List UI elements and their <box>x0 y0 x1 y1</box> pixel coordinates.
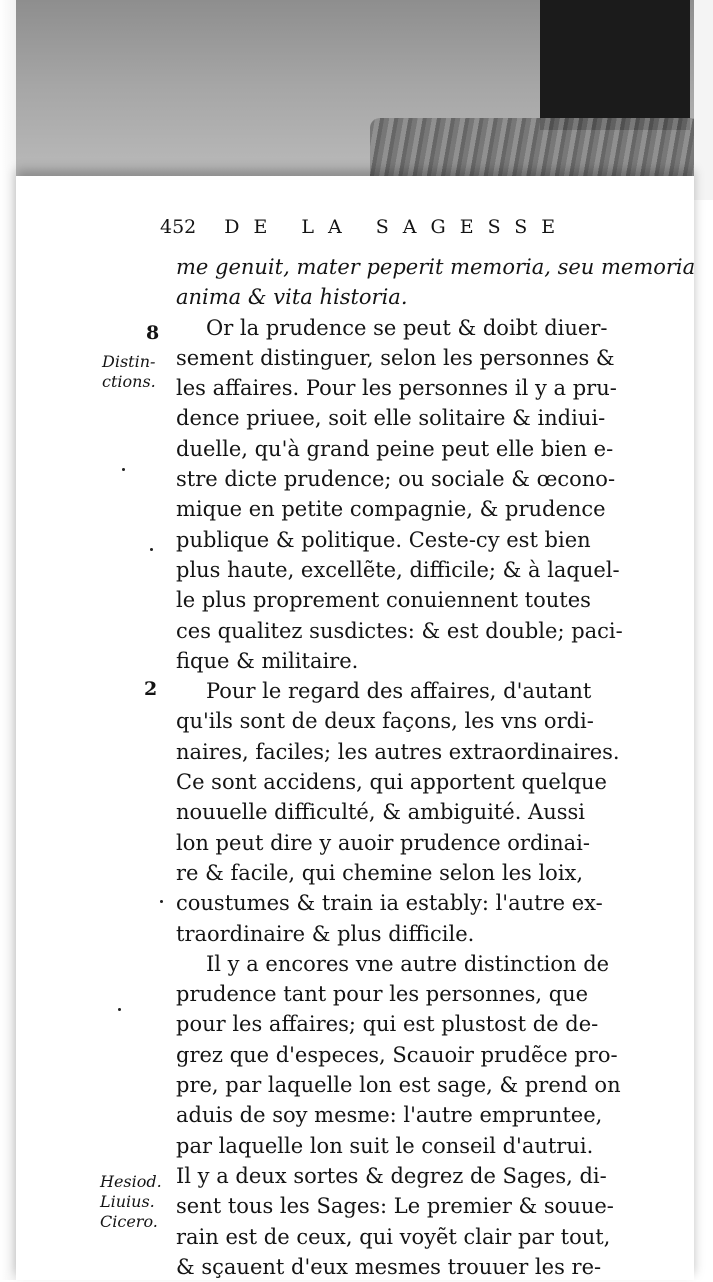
text-line: grez que d'especes, Scauoir prudẽce pro- <box>176 1042 618 1067</box>
scan-right-edge <box>694 0 713 200</box>
text-line: par laquelle lon suit le conseil d'autrui. <box>176 1133 594 1158</box>
margin-note-line: Distin- <box>102 352 156 371</box>
margin-note-line: ctions. <box>102 372 156 391</box>
text-line: Ce sont accidens, qui apportent quelque <box>176 770 607 795</box>
page-number: 452 <box>160 216 197 238</box>
text-line: sement distinguer, selon les personnes & <box>176 345 615 370</box>
page-body-text <box>176 252 696 1282</box>
running-head <box>160 216 660 238</box>
text-line: Il y a encores vne autre distinction de <box>206 951 610 976</box>
text-line: Il y a deux sortes & degrez de Sages, di- <box>176 1163 607 1188</box>
text-line: pour les affaires; qui est plustost de de- <box>176 1012 599 1037</box>
text-line: coustumes & train ia estably: l'autre ex- <box>176 891 603 916</box>
text-line: ces qualitez susdictes: & est double; paci- <box>176 618 623 643</box>
text-line: aduis de soy mesme: l'autre empruntee, <box>176 1103 603 1128</box>
text-line: plus haute, excellẽte, difficile; & à laquel- <box>176 557 620 582</box>
text-line: fique & militaire. <box>176 648 359 673</box>
text-line: Or la prudence se peut & doibt diuer- <box>206 315 608 340</box>
margin-note-line: Cicero. <box>100 1212 158 1231</box>
text-line: qu'ils sont de deux façons, les vns ordi- <box>176 709 594 734</box>
text-line: re & facile, qui chemine selon les loix, <box>176 860 584 885</box>
text-line: naires, faciles; les autres extraordinaires. <box>176 739 620 764</box>
text-line: lon peut dire y auoir prudence ordinai- <box>176 830 590 855</box>
scan-left-edge <box>0 0 16 1280</box>
text-line: me genuit, mater peperit memoria, seu memoria <box>176 255 696 279</box>
text-line: nouuelle difficulté, & ambiguité. Aussi <box>176 800 586 825</box>
text-line: mique en petite compagnie, & prudence <box>176 497 606 522</box>
margin-number-8: 8 <box>146 322 160 344</box>
ink-speck <box>160 900 163 903</box>
text-line: le plus proprement conuiennent toutes <box>176 588 591 613</box>
text-line: sent tous les Sages: Le premier & souue- <box>176 1194 614 1219</box>
text-line: rain est de ceux, qui voyẽt clair par tout, <box>176 1224 611 1249</box>
margin-note-line: Liuius. <box>100 1192 155 1211</box>
text-line: traordinaire & plus difficile. <box>176 921 475 946</box>
text-line: dence priuee, soit elle solitaire & indiui- <box>176 406 606 431</box>
margin-note-distinctions <box>102 352 156 392</box>
text-line: duelle, qu'à grand peine peut elle bien e- <box>176 436 614 461</box>
ink-speck <box>118 1008 121 1011</box>
text-line: publique & politique. Ceste-cy est bien <box>176 527 591 552</box>
scan-dark-corner <box>540 0 690 130</box>
text-line: stre dicte prudence; ou sociale & œcono- <box>176 467 616 492</box>
text-line: anima & vita historia. <box>176 285 408 310</box>
text-line: pre, par laquelle lon est sage, & prend on <box>176 1073 621 1098</box>
margin-note-sources <box>100 1172 162 1232</box>
running-title: DE LA SAGESSE <box>224 216 570 238</box>
text-line: les affaires. Pour les personnes il y a pru- <box>176 376 617 401</box>
text-line: prudence tant pour les personnes, que <box>176 982 589 1007</box>
text-line: Pour le regard des affaires, d'autant <box>206 679 592 704</box>
ink-speck <box>122 468 125 471</box>
text-line: & sçauent d'eux mesmes trouuer les re- <box>176 1254 602 1279</box>
book-binding-edge <box>370 118 700 180</box>
ink-speck <box>150 548 153 551</box>
margin-number-2: 2 <box>144 678 158 700</box>
margin-note-line: Hesiod. <box>100 1172 162 1191</box>
